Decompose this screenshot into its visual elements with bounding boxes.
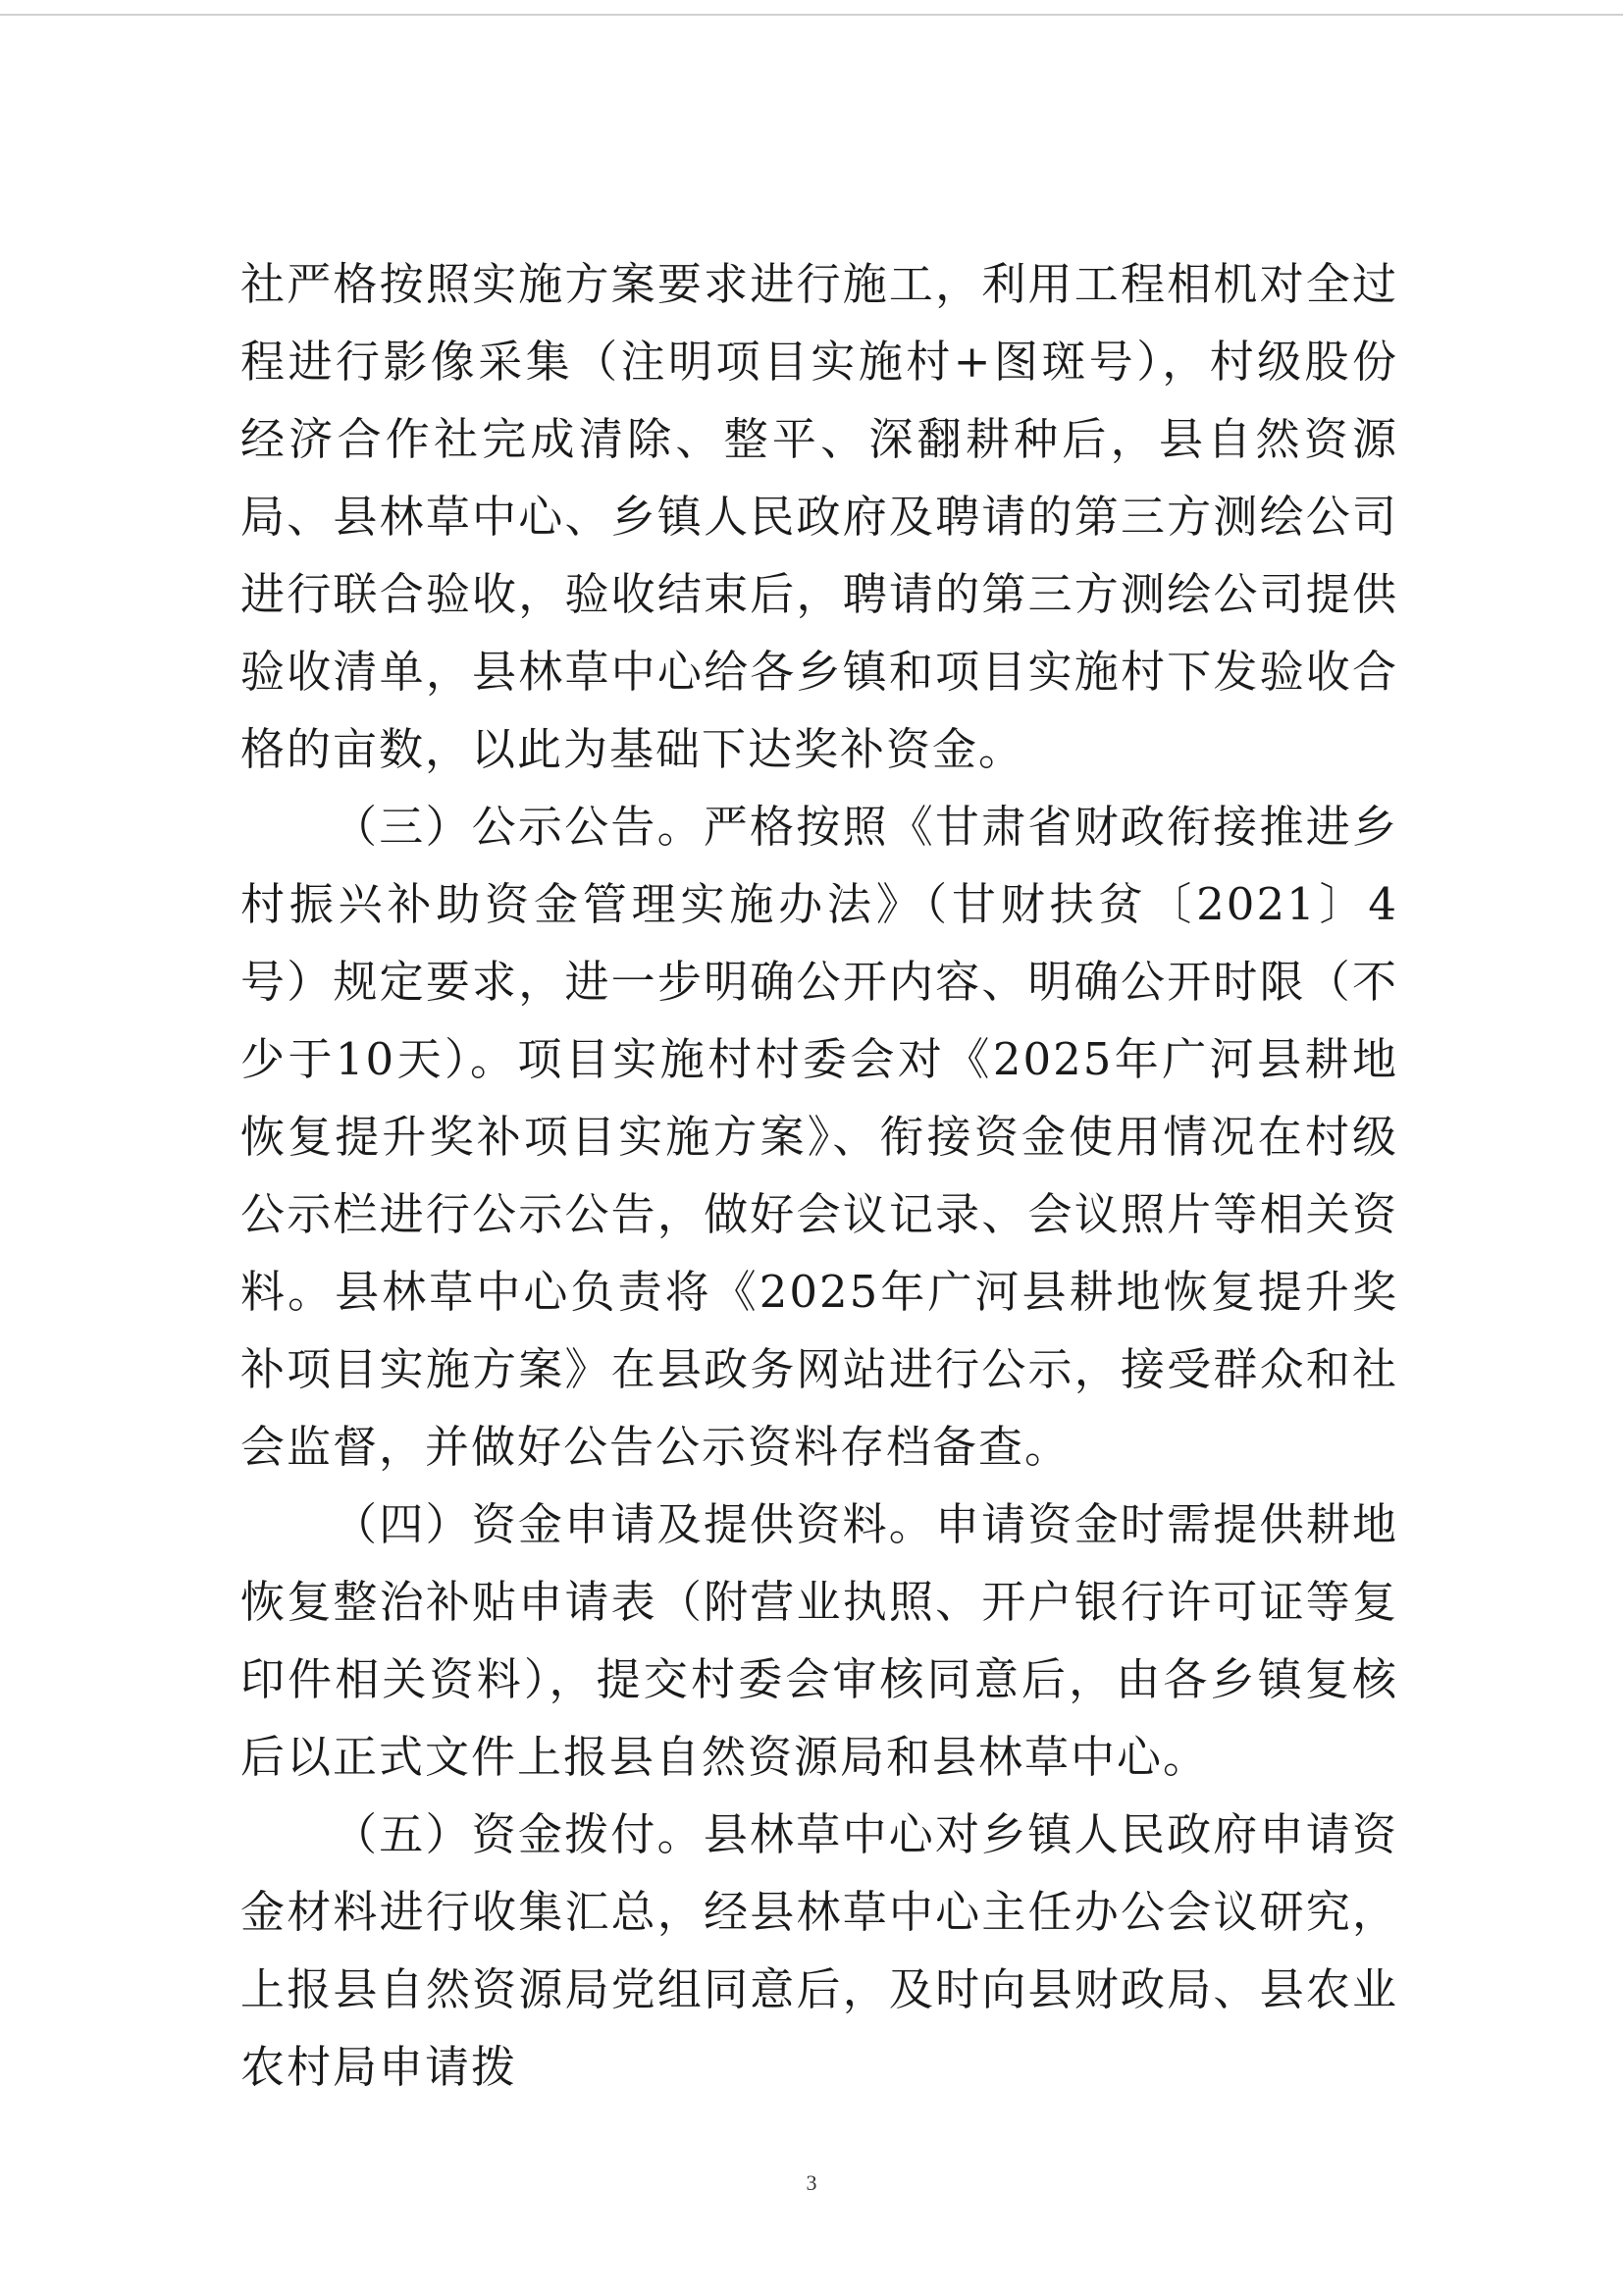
top-edge-rule bbox=[0, 14, 1623, 16]
page-number: 3 bbox=[806, 2170, 817, 2195]
paragraph-public-notice: （三）公示公告。严格按照《甘肃省财政衔接推进乡村振兴补助资金管理实施办法》（甘财扶贫〔2021〕4号）规定要求，进一步明确公开内容、明确公开时限（不少于10天）。项目实施村村委会对《2025年广河县耕地恢复提升奖补项目实施方案》、衔接资金使用情况在村级公示栏进行公示公告，做好会议记录、会议照片等相关资料。县林草中心负责将《2025年广河县耕地恢复提升奖补项目实施方案》在县政务网站进行公示，接受群众和社会监督，并做好公告公示资料存档备查。 bbox=[240, 801, 1398, 1473]
document-body bbox=[240, 245, 1398, 2106]
paragraph-fund-application: （四）资金申请及提供资料。申请资金时需提供耕地恢复整治补贴申请表（附营业执照、开户银行许可证等复印件相关资料），提交村委会审核同意后，由各乡镇复核后以正式文件上报县自然资源局和县林草中心。 bbox=[240, 1498, 1398, 1783]
paragraph-fund-disbursement: （五）资金拨付。县林草中心对乡镇人民政府申请资金材料进行收集汇总，经县林草中心主任办公会议研究，上报县自然资源局党组同意后，及时向县财政局、县农业农村局申请拨 bbox=[240, 1808, 1398, 2093]
paragraph-continuation: 社严格按照实施方案要求进行施工，利用工程相机对全过程进行影像采集（注明项目实施村+图斑号），村级股份经济合作社完成清除、整平、深翻耕种后，县自然资源局、县林草中心、乡镇人民政府及聘请的第三方测绘公司进行联合验收，验收结束后，聘请的第三方测绘公司提供验收清单，县林草中心给各乡镇和项目实施村下发验收合格的亩数，以此为基础下达奖补资金。 bbox=[240, 258, 1398, 775]
